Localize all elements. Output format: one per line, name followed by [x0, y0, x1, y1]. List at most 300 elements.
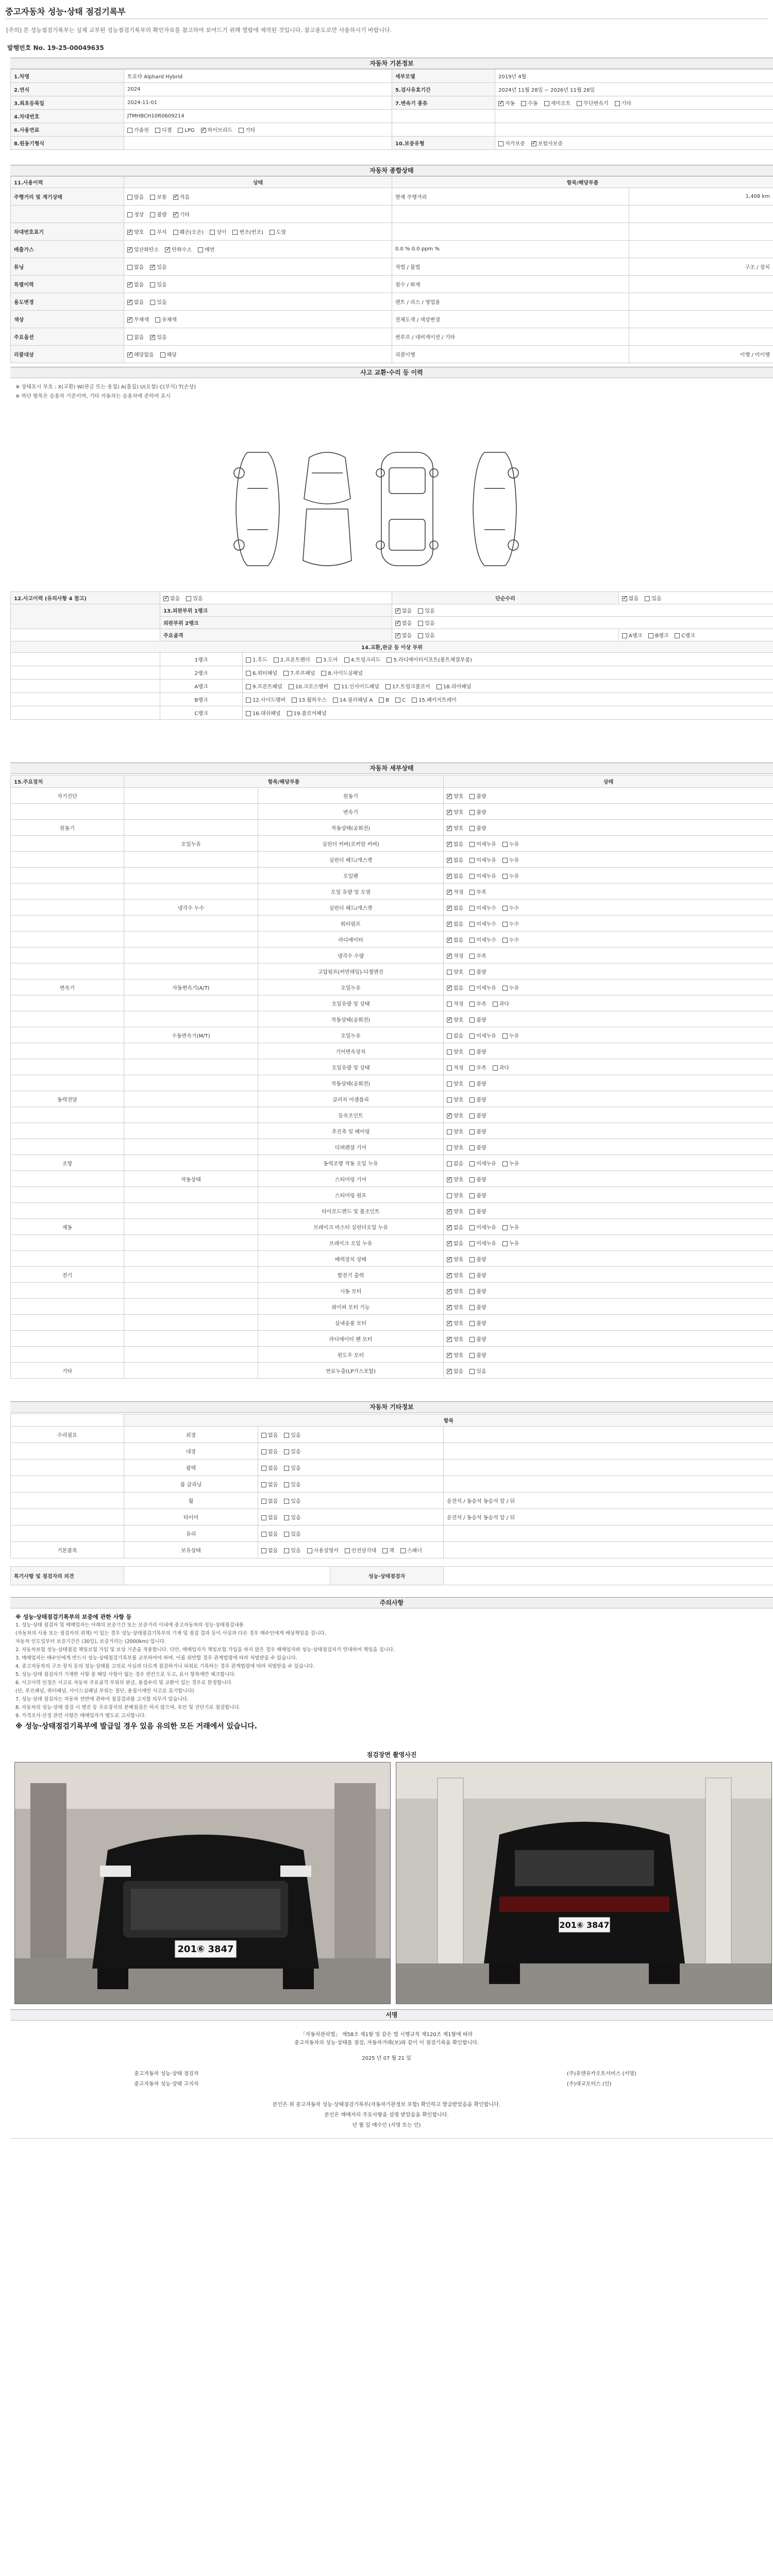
checkbox-icon[interactable] [246, 711, 251, 716]
detail-option[interactable] [447, 824, 463, 832]
checkbox-icon[interactable] [316, 657, 322, 663]
general-option[interactable] [150, 263, 166, 270]
detail-option[interactable] [469, 840, 496, 848]
part-option[interactable] [246, 669, 277, 676]
checkbox-icon[interactable] [127, 212, 132, 217]
checkbox-icon[interactable] [469, 874, 475, 879]
detail-option[interactable] [502, 984, 519, 991]
detail-option[interactable] [469, 1079, 486, 1087]
checkbox-icon[interactable] [150, 282, 155, 287]
checkbox-icon[interactable] [307, 1548, 312, 1553]
checkbox-icon[interactable] [155, 317, 160, 323]
detail-option[interactable] [502, 1031, 519, 1039]
detail-option[interactable] [469, 1063, 486, 1071]
detail-option[interactable] [447, 999, 463, 1007]
detail-option[interactable] [447, 1079, 463, 1087]
detail-option[interactable] [447, 968, 463, 975]
checkbox-icon[interactable] [447, 1161, 452, 1166]
checkbox-icon[interactable] [127, 230, 132, 235]
part-option[interactable] [385, 682, 430, 690]
detail-option[interactable] [502, 840, 519, 848]
detail-option[interactable] [447, 856, 463, 863]
simple-repair-option[interactable] [645, 594, 661, 602]
checkbox-icon[interactable] [418, 621, 423, 626]
checkbox-icon[interactable] [261, 1548, 266, 1553]
general-option[interactable] [173, 193, 190, 200]
general-option[interactable] [155, 315, 177, 323]
fuel-options-option[interactable] [201, 126, 232, 133]
detail-option[interactable] [502, 904, 519, 911]
checkbox-icon[interactable] [150, 335, 155, 340]
detail-option[interactable] [469, 1191, 486, 1199]
checkbox-icon[interactable] [447, 1353, 452, 1358]
checkbox-icon[interactable] [469, 1145, 475, 1150]
checkbox-icon[interactable] [261, 1515, 266, 1520]
transmission-options-option[interactable] [544, 99, 571, 107]
detail-option[interactable] [447, 1127, 463, 1135]
detail-option[interactable] [447, 1191, 463, 1199]
other-option[interactable] [284, 1530, 300, 1537]
detail-option[interactable] [447, 1335, 463, 1343]
detail-option[interactable] [447, 1015, 463, 1023]
checkbox-icon[interactable] [469, 986, 475, 991]
detail-option[interactable] [447, 792, 463, 800]
detail-option[interactable] [469, 920, 496, 927]
other-option[interactable] [382, 1546, 394, 1554]
checkbox-icon[interactable] [469, 922, 475, 927]
checkbox-icon[interactable] [261, 1532, 266, 1537]
general-option[interactable] [127, 245, 159, 253]
checkbox-icon[interactable] [201, 128, 206, 133]
general-option[interactable] [210, 228, 226, 235]
checkbox-icon[interactable] [502, 1241, 508, 1246]
checkbox-icon[interactable] [447, 1097, 452, 1103]
general-option[interactable] [198, 245, 214, 253]
detail-option[interactable] [469, 1143, 486, 1151]
checkbox-icon[interactable] [502, 1225, 508, 1230]
checkbox-icon[interactable] [447, 1225, 452, 1230]
checkbox-icon[interactable] [447, 826, 452, 831]
outer-rank1-options-option[interactable] [418, 606, 434, 614]
checkbox-icon[interactable] [289, 684, 294, 689]
general-option[interactable] [150, 210, 166, 218]
checkbox-icon[interactable] [447, 1337, 452, 1342]
part-option[interactable] [333, 696, 373, 703]
checkbox-icon[interactable] [385, 684, 391, 689]
detail-option[interactable] [469, 999, 486, 1007]
checkbox-icon[interactable] [379, 698, 384, 703]
checkbox-icon[interactable] [675, 633, 680, 638]
checkbox-icon[interactable] [469, 1129, 475, 1134]
other-option[interactable] [284, 1480, 300, 1488]
checkbox-icon[interactable] [469, 1353, 475, 1358]
checkbox-icon[interactable] [544, 101, 549, 106]
transmission-options-option[interactable] [521, 99, 537, 107]
general-option[interactable] [127, 280, 144, 288]
checkbox-icon[interactable] [447, 1369, 452, 1374]
warranty-options-option[interactable] [531, 139, 563, 147]
checkbox-icon[interactable] [469, 1113, 475, 1118]
detail-option[interactable] [469, 1127, 486, 1135]
checkbox-icon[interactable] [160, 352, 165, 358]
fuel-options-option[interactable] [178, 128, 194, 133]
detail-option[interactable] [469, 1351, 486, 1359]
detail-option[interactable] [447, 872, 463, 879]
checkbox-icon[interactable] [469, 1081, 475, 1087]
checkbox-icon[interactable] [469, 970, 475, 975]
checkbox-icon[interactable] [163, 596, 169, 601]
detail-option[interactable] [469, 1287, 486, 1295]
main-frame-options-option[interactable] [418, 631, 434, 639]
checkbox-icon[interactable] [395, 608, 400, 614]
detail-option[interactable] [469, 904, 496, 911]
detail-option[interactable] [447, 1223, 463, 1231]
checkbox-icon[interactable] [345, 1548, 350, 1553]
detail-option[interactable] [469, 856, 496, 863]
checkbox-icon[interactable] [469, 1369, 475, 1374]
checkbox-icon[interactable] [261, 1449, 266, 1454]
simple-repair-option[interactable] [622, 594, 638, 602]
checkbox-icon[interactable] [469, 1018, 475, 1023]
detail-option[interactable] [502, 1159, 519, 1167]
detail-option[interactable] [447, 840, 463, 848]
checkbox-icon[interactable] [502, 922, 508, 927]
checkbox-icon[interactable] [502, 842, 508, 847]
transmission-options-option[interactable] [577, 99, 608, 107]
checkbox-icon[interactable] [284, 1515, 289, 1520]
checkbox-icon[interactable] [150, 230, 155, 235]
rank-option[interactable] [622, 631, 642, 639]
checkbox-icon[interactable] [447, 1065, 452, 1071]
checkbox-icon[interactable] [447, 1257, 452, 1262]
other-option[interactable] [345, 1546, 376, 1554]
checkbox-icon[interactable] [447, 1305, 452, 1310]
detail-option[interactable] [469, 824, 486, 832]
general-option[interactable] [150, 298, 166, 306]
checkbox-icon[interactable] [284, 1499, 289, 1504]
detail-option[interactable] [447, 1351, 463, 1359]
other-option[interactable] [284, 1546, 300, 1554]
checkbox-icon[interactable] [469, 1049, 475, 1055]
checkbox-icon[interactable] [447, 1241, 452, 1246]
other-option[interactable] [261, 1530, 278, 1537]
checkbox-icon[interactable] [447, 1289, 452, 1294]
general-option[interactable] [127, 228, 144, 235]
checkbox-icon[interactable] [232, 230, 238, 235]
general-option[interactable] [150, 193, 166, 200]
checkbox-icon[interactable] [469, 1002, 475, 1007]
checkbox-icon[interactable] [469, 842, 475, 847]
checkbox-icon[interactable] [150, 265, 155, 270]
checkbox-icon[interactable] [127, 282, 132, 287]
checkbox-icon[interactable] [127, 195, 132, 200]
checkbox-icon[interactable] [447, 1273, 452, 1278]
checkbox-icon[interactable] [447, 794, 452, 799]
other-option[interactable] [261, 1447, 278, 1455]
detail-option[interactable] [469, 1319, 486, 1327]
other-option[interactable] [307, 1546, 339, 1554]
checkbox-icon[interactable] [261, 1499, 266, 1504]
checkbox-icon[interactable] [469, 1209, 475, 1214]
part-option[interactable] [246, 655, 267, 663]
checkbox-icon[interactable] [521, 101, 526, 106]
transmission-options-option[interactable] [615, 99, 631, 107]
detail-option[interactable] [469, 1095, 486, 1103]
checkbox-icon[interactable] [447, 810, 452, 815]
detail-option[interactable] [502, 872, 519, 879]
transmission-options-option[interactable] [498, 99, 515, 107]
checkbox-icon[interactable] [447, 922, 452, 927]
checkbox-icon[interactable] [284, 1466, 289, 1471]
general-option[interactable] [232, 228, 263, 235]
checkbox-icon[interactable] [469, 1321, 475, 1326]
detail-option[interactable] [447, 920, 463, 927]
checkbox-icon[interactable] [246, 671, 251, 676]
checkbox-icon[interactable] [502, 874, 508, 879]
other-option[interactable] [261, 1480, 278, 1488]
detail-option[interactable] [447, 904, 463, 911]
detail-option[interactable] [469, 1239, 496, 1247]
checkbox-icon[interactable] [469, 1177, 475, 1182]
checkbox-icon[interactable] [173, 195, 178, 200]
checkbox-icon[interactable] [502, 906, 508, 911]
checkbox-icon[interactable] [577, 101, 582, 106]
part-option[interactable] [274, 655, 310, 663]
detail-option[interactable] [469, 888, 486, 895]
detail-option[interactable] [502, 856, 519, 863]
checkbox-icon[interactable] [274, 657, 279, 663]
checkbox-icon[interactable] [493, 1002, 498, 1007]
checkbox-icon[interactable] [178, 128, 183, 133]
checkbox-icon[interactable] [531, 141, 536, 146]
outer-rank2-options-option[interactable] [395, 619, 412, 626]
fuel-options-option[interactable] [239, 126, 255, 133]
checkbox-icon[interactable] [395, 621, 400, 626]
part-option[interactable] [344, 655, 381, 663]
checkbox-icon[interactable] [284, 1532, 289, 1537]
detail-option[interactable] [447, 1271, 463, 1279]
checkbox-icon[interactable] [127, 265, 132, 270]
part-option[interactable] [395, 698, 406, 703]
checkbox-icon[interactable] [498, 141, 503, 146]
checkbox-icon[interactable] [261, 1433, 266, 1438]
other-option[interactable] [284, 1431, 300, 1438]
detail-option[interactable] [469, 1223, 496, 1231]
detail-option[interactable] [447, 1255, 463, 1263]
checkbox-icon[interactable] [469, 954, 475, 959]
checkbox-icon[interactable] [127, 317, 132, 323]
checkbox-icon[interactable] [502, 1033, 508, 1039]
fuel-options-option[interactable] [155, 126, 172, 133]
detail-option[interactable] [447, 888, 463, 895]
checkbox-icon[interactable] [447, 906, 452, 911]
checkbox-icon[interactable] [469, 1161, 475, 1166]
detail-option[interactable] [493, 999, 509, 1007]
checkbox-icon[interactable] [469, 1225, 475, 1230]
checkbox-icon[interactable] [292, 698, 297, 703]
detail-option[interactable] [447, 1047, 463, 1055]
detail-option[interactable] [502, 1223, 519, 1231]
checkbox-icon[interactable] [469, 1257, 475, 1262]
detail-option[interactable] [469, 1255, 486, 1263]
part-option[interactable] [292, 696, 327, 703]
general-option[interactable] [150, 333, 166, 341]
checkbox-icon[interactable] [469, 1241, 475, 1246]
checkbox-icon[interactable] [469, 890, 475, 895]
checkbox-icon[interactable] [447, 954, 452, 959]
checkbox-icon[interactable] [469, 1289, 475, 1294]
detail-option[interactable] [447, 1319, 463, 1327]
checkbox-icon[interactable] [150, 195, 155, 200]
checkbox-icon[interactable] [127, 128, 132, 133]
checkbox-icon[interactable] [447, 986, 452, 991]
checkbox-icon[interactable] [502, 938, 508, 943]
part-option[interactable] [436, 682, 472, 690]
checkbox-icon[interactable] [645, 596, 650, 601]
checkbox-icon[interactable] [447, 938, 452, 943]
checkbox-icon[interactable] [498, 101, 503, 106]
part-option[interactable] [246, 682, 282, 690]
general-option[interactable] [127, 298, 144, 306]
detail-option[interactable] [447, 1143, 463, 1151]
detail-option[interactable] [447, 1159, 463, 1167]
general-option[interactable] [150, 280, 166, 288]
part-option[interactable] [316, 655, 338, 663]
checkbox-icon[interactable] [469, 794, 475, 799]
checkbox-icon[interactable] [502, 858, 508, 863]
checkbox-icon[interactable] [622, 633, 627, 638]
checkbox-icon[interactable] [447, 874, 452, 879]
detail-option[interactable] [469, 1303, 486, 1311]
checkbox-icon[interactable] [210, 230, 215, 235]
general-option[interactable] [270, 228, 286, 235]
outer-rank2-options-option[interactable] [418, 619, 434, 626]
other-option[interactable] [261, 1497, 278, 1504]
general-option[interactable] [150, 228, 166, 235]
part-option[interactable] [246, 709, 281, 717]
accident-history-options-option[interactable] [186, 594, 203, 602]
checkbox-icon[interactable] [173, 230, 178, 235]
outer-rank1-options-option[interactable] [395, 606, 412, 614]
checkbox-icon[interactable] [165, 247, 170, 252]
detail-option[interactable] [469, 1159, 496, 1167]
checkbox-icon[interactable] [127, 247, 132, 252]
fuel-options-option[interactable] [127, 126, 149, 133]
checkbox-icon[interactable] [447, 1033, 452, 1039]
warranty-options-option[interactable] [498, 139, 525, 147]
detail-option[interactable] [469, 872, 496, 879]
general-option[interactable] [127, 263, 144, 270]
checkbox-icon[interactable] [127, 352, 132, 358]
other-option[interactable] [261, 1546, 278, 1554]
part-option[interactable] [334, 682, 379, 690]
checkbox-icon[interactable] [173, 212, 178, 217]
checkbox-icon[interactable] [469, 858, 475, 863]
general-option[interactable] [127, 193, 144, 200]
detail-option[interactable] [447, 1287, 463, 1295]
part-option[interactable] [246, 696, 285, 703]
detail-option[interactable] [469, 1175, 486, 1183]
detail-option[interactable] [502, 1239, 519, 1247]
part-option[interactable] [287, 709, 327, 717]
other-option[interactable] [284, 1513, 300, 1521]
checkbox-icon[interactable] [239, 128, 244, 133]
checkbox-icon[interactable] [469, 826, 475, 831]
checkbox-icon[interactable] [615, 101, 620, 106]
detail-option[interactable] [469, 984, 496, 991]
checkbox-icon[interactable] [284, 1548, 289, 1553]
general-option[interactable] [173, 228, 204, 235]
part-option[interactable] [412, 696, 457, 703]
checkbox-icon[interactable] [246, 684, 251, 689]
detail-option[interactable] [493, 1063, 509, 1071]
checkbox-icon[interactable] [127, 300, 132, 305]
detail-option[interactable] [469, 1111, 486, 1119]
checkbox-icon[interactable] [622, 596, 627, 601]
checkbox-icon[interactable] [502, 1161, 508, 1166]
checkbox-icon[interactable] [447, 1049, 452, 1055]
checkbox-icon[interactable] [246, 657, 251, 663]
checkbox-icon[interactable] [447, 1177, 452, 1182]
checkbox-icon[interactable] [344, 657, 349, 663]
detail-option[interactable] [469, 808, 486, 816]
checkbox-icon[interactable] [287, 711, 292, 716]
detail-option[interactable] [447, 984, 463, 991]
checkbox-icon[interactable] [469, 938, 475, 943]
accident-history-options-option[interactable] [163, 594, 180, 602]
checkbox-icon[interactable] [447, 1145, 452, 1150]
checkbox-icon[interactable] [469, 1033, 475, 1039]
checkbox-icon[interactable] [150, 212, 155, 217]
checkbox-icon[interactable] [321, 671, 326, 676]
checkbox-icon[interactable] [283, 671, 289, 676]
detail-option[interactable] [469, 1271, 486, 1279]
checkbox-icon[interactable] [469, 1337, 475, 1342]
checkbox-icon[interactable] [447, 1193, 452, 1198]
checkbox-icon[interactable] [261, 1466, 266, 1471]
checkbox-icon[interactable] [447, 1209, 452, 1214]
checkbox-icon[interactable] [493, 1065, 498, 1071]
detail-option[interactable] [469, 936, 496, 943]
checkbox-icon[interactable] [198, 247, 203, 252]
checkbox-icon[interactable] [333, 698, 338, 703]
detail-option[interactable] [469, 952, 486, 959]
detail-option[interactable] [447, 936, 463, 943]
checkbox-icon[interactable] [334, 684, 340, 689]
checkbox-icon[interactable] [502, 986, 508, 991]
checkbox-icon[interactable] [469, 1273, 475, 1278]
checkbox-icon[interactable] [418, 608, 423, 614]
detail-option[interactable] [447, 1111, 463, 1119]
checkbox-icon[interactable] [469, 1193, 475, 1198]
checkbox-icon[interactable] [447, 1018, 452, 1023]
main-frame-options-option[interactable] [395, 631, 412, 639]
general-option[interactable] [127, 315, 149, 323]
detail-option[interactable] [447, 1095, 463, 1103]
checkbox-icon[interactable] [386, 657, 392, 663]
detail-option[interactable] [447, 1063, 463, 1071]
part-option[interactable] [321, 669, 363, 676]
checkbox-icon[interactable] [447, 858, 452, 863]
checkbox-icon[interactable] [469, 810, 475, 815]
general-option[interactable] [127, 210, 144, 218]
part-option[interactable] [283, 669, 315, 676]
checkbox-icon[interactable] [447, 1129, 452, 1134]
checkbox-icon[interactable] [469, 906, 475, 911]
other-option[interactable] [284, 1447, 300, 1455]
part-option[interactable] [386, 655, 472, 663]
general-option[interactable] [127, 333, 144, 341]
